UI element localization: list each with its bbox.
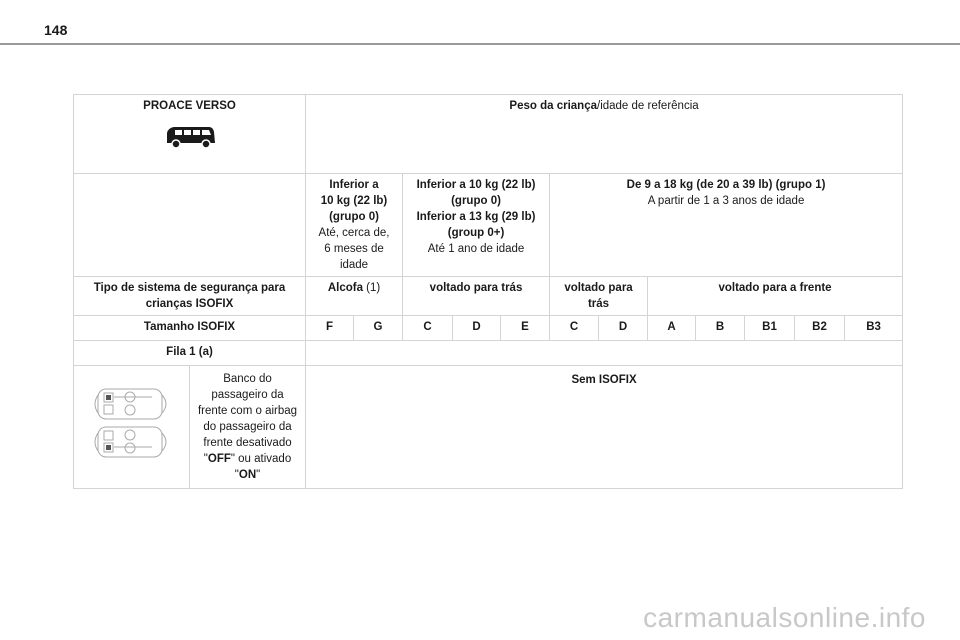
- seat-value-cell: Sem ISOFIX: [306, 366, 903, 489]
- group-1-bold: De 9 a 18 kg (de 20 a 39 lb) (grupo 1): [626, 179, 826, 191]
- size-cell: B2: [795, 316, 845, 341]
- seat-description-cell: [190, 366, 306, 489]
- forward-facing-cell: voltado para a frente: [648, 277, 903, 316]
- size-cell: B: [696, 316, 745, 341]
- page-number: 148: [44, 22, 68, 38]
- size-label: Tamanho ISOFIX: [74, 316, 306, 341]
- seat-desc-on: ON: [238, 469, 257, 481]
- alcofa-cell: [306, 277, 403, 316]
- group-0-bold-1: Inferior a: [329, 179, 379, 191]
- group-0plus-bold-2: (grupo 0): [451, 195, 501, 207]
- seat-desc-off: OFF: [207, 453, 231, 465]
- seat-diagram-icon: [76, 385, 187, 470]
- weight-header-rest: /idade de referência: [597, 100, 699, 112]
- group-0-bold-2: 10 kg (22 lb): [320, 195, 388, 207]
- seat-desc-text-1: Banco do passageiro da frente com o airbag do passageiro da frente desativado ": [197, 373, 298, 465]
- size-cell: C: [550, 316, 599, 341]
- weight-header-bold: Peso da criança: [509, 100, 597, 112]
- weight-header-cell: [306, 95, 903, 174]
- seat-desc-text-2: " ou ativado ": [230, 453, 292, 481]
- group-1-cell: [550, 174, 903, 277]
- group-0plus-bold-4: (group 0+): [447, 227, 505, 239]
- isofix-table: [73, 94, 903, 489]
- rear-facing-cell-2: voltado para trás: [550, 277, 648, 316]
- group-0-age-2: 6 meses de: [324, 243, 384, 255]
- watermark-text: carmanualsonline.info: [643, 602, 926, 633]
- group-1-age: A partir de 1 a 3 anos de idade: [647, 195, 805, 207]
- vehicle-label: PROACE VERSO: [143, 100, 236, 112]
- size-cell: E: [501, 316, 550, 341]
- group-0-age-3: idade: [339, 259, 369, 271]
- size-cell: D: [453, 316, 501, 341]
- empty-cell: [306, 341, 903, 366]
- group-0plus-bold-1: Inferior a 10 kg (22 lb): [416, 179, 536, 191]
- size-cell: B3: [845, 316, 903, 341]
- size-cell: D: [599, 316, 648, 341]
- van-icon: [78, 124, 301, 155]
- rear-facing-cell-1: voltado para trás: [403, 277, 550, 316]
- alcofa-note: (1): [362, 282, 381, 294]
- size-cell: C: [403, 316, 453, 341]
- seat-diagram-cell: [74, 366, 190, 489]
- group-0plus-cell: [403, 174, 550, 277]
- alcofa-label: Alcofa: [327, 282, 363, 294]
- system-type-label: Tipo de sistema de segurança para crianças ISOFIX: [74, 277, 306, 316]
- group-0-cell: [306, 174, 403, 277]
- size-cell: G: [354, 316, 403, 341]
- size-cell: F: [306, 316, 354, 341]
- group-0-bold-3: (grupo 0): [329, 211, 379, 223]
- seat-desc-text-3: ": [256, 469, 261, 481]
- group-0plus-age: Até 1 ano de idade: [427, 243, 525, 255]
- group-0plus-bold-3: Inferior a 13 kg (29 lb): [416, 211, 536, 223]
- header-divider: [0, 43, 960, 45]
- row-label: Fila 1 (a): [74, 341, 306, 366]
- group-0-age-1: Até, cerca de,: [318, 227, 390, 239]
- vehicle-cell: [74, 95, 306, 174]
- size-cell: A: [648, 316, 696, 341]
- size-cell: B1: [745, 316, 795, 341]
- empty-cell: [74, 174, 306, 277]
